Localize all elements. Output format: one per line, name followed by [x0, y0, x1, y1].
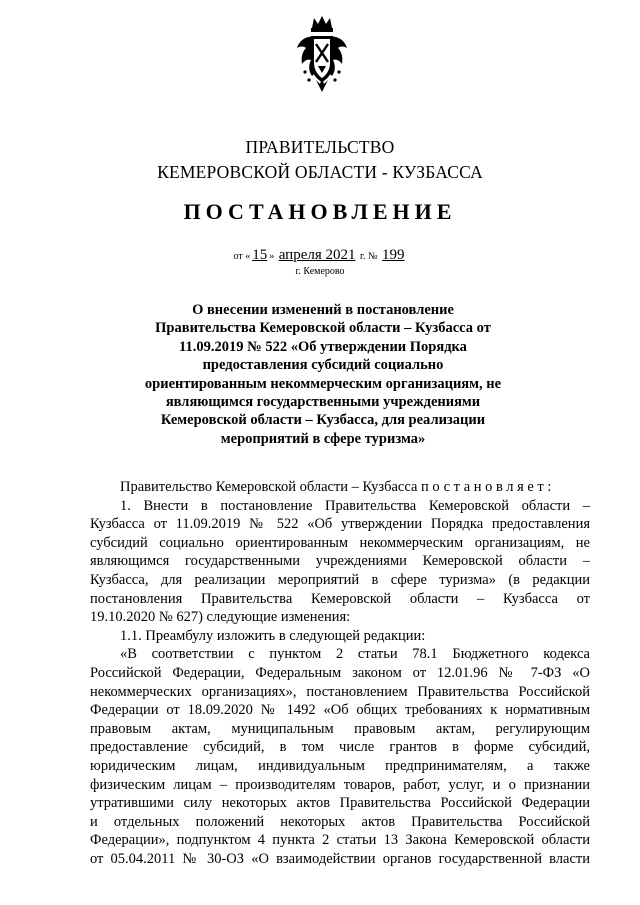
title-line: Кемеровской области – Кузбасса, для реализации	[160, 412, 486, 429]
title-line: мероприятий в сфере туризма»	[220, 430, 426, 447]
document-type: ПОСТАНОВЛЕНИЕ	[183, 199, 457, 224]
body-line: утратившими силу некоторых актов Правительства Российской Федерации	[90, 795, 590, 812]
number-prefix: №	[367, 251, 378, 262]
document-title	[140, 301, 506, 448]
government-title-line2: КЕМЕРОВСКОЙ ОБЛАСТИ - КУЗБАССА	[157, 162, 483, 182]
body-line: субсидий социально ориентированным некоммерческим организациям, не	[90, 534, 590, 551]
body-line: некоммерческих организациях», постановлением Правительства Российской	[90, 683, 590, 700]
body-line: юридическим лицам, индивидуальным предпринимателям, а также	[90, 757, 590, 774]
body-line: физическим лицам – производителям товаров, работ, услуг, и о признании	[90, 776, 590, 793]
date-month-year: апреля 2021	[278, 247, 356, 263]
city: г. Кемерово	[295, 266, 345, 277]
body-line: Кузбасса от 11.09.2019 № 522 «Об утверждении Порядка предоставления	[90, 516, 590, 533]
title-line: 11.09.2019 № 522 «Об утверждении Порядка	[179, 338, 467, 355]
title-line: предоставления субсидий социально	[202, 357, 444, 374]
government-title-line1: ПРАВИТЕЛЬСТВО	[245, 137, 395, 157]
body-line: Кузбасса, для реализации мероприятий в сфере туризма» (в редакции	[90, 571, 590, 588]
title-line: ориентированным некоммерческим организациям, не	[144, 375, 502, 392]
body-line: правовым актам, муниципальным правовым актам, регулирующим	[90, 720, 590, 737]
body-line: «В соответствии с пунктом 2 статьи 78.1 Бюджетного кодекса	[120, 646, 590, 663]
body-line: постановления Правительства Кемеровской области – Кузбасса от	[90, 590, 590, 607]
body-line: Российской Федерации, Федеральным законом от 12.01.96 № 7-ФЗ «О	[90, 664, 590, 681]
date-day: 15	[252, 247, 268, 263]
title-line: являющимся государственными учреждениями	[165, 394, 481, 411]
date-prefix: от «	[233, 251, 251, 262]
document-body	[90, 478, 590, 868]
body-line: и отдельных положений некоторых актов Правительства Российской	[90, 813, 590, 830]
coat-of-arms-icon	[296, 14, 348, 94]
intro-text: Правительство Кемеровской области – Кузбасса	[120, 479, 418, 495]
date-number-line	[0, 247, 640, 264]
body-line: от 05.04.2011 № 30-ОЗ «О взаимодействии органов государственной власти	[90, 850, 590, 867]
body-line: Федерации», подпунктом 4 пункта 2 статьи 13 Закона Кемеровской области	[90, 832, 590, 849]
date-day-close: »	[269, 251, 275, 262]
body-line: 19.10.2020 № 627) следующие изменения:	[90, 609, 351, 626]
body-line: являющимся государственными учреждениями Кемеровской области –	[90, 553, 590, 570]
body-line: предоставление субсидий, в том числе грантов в форме субсидий,	[90, 739, 590, 756]
title-line: О внесении изменений в постановление	[192, 302, 454, 318]
body-intro	[90, 478, 590, 497]
intro-decree-word: постановляет:	[421, 479, 555, 495]
body-line: 1.1. Преамбулу изложить в следующей редакции:	[120, 627, 426, 644]
body-line: Федерации от 18.09.2020 № 1492 «Об общих требованиях к нормативным	[90, 702, 590, 719]
title-line: Правительства Кемеровской области – Кузбасса от	[155, 320, 491, 337]
date-year-suffix: г.	[360, 251, 366, 262]
document-number: 199	[382, 247, 405, 263]
body-line: 1. Внести в постановление Правительства Кемеровской области –	[120, 497, 590, 514]
